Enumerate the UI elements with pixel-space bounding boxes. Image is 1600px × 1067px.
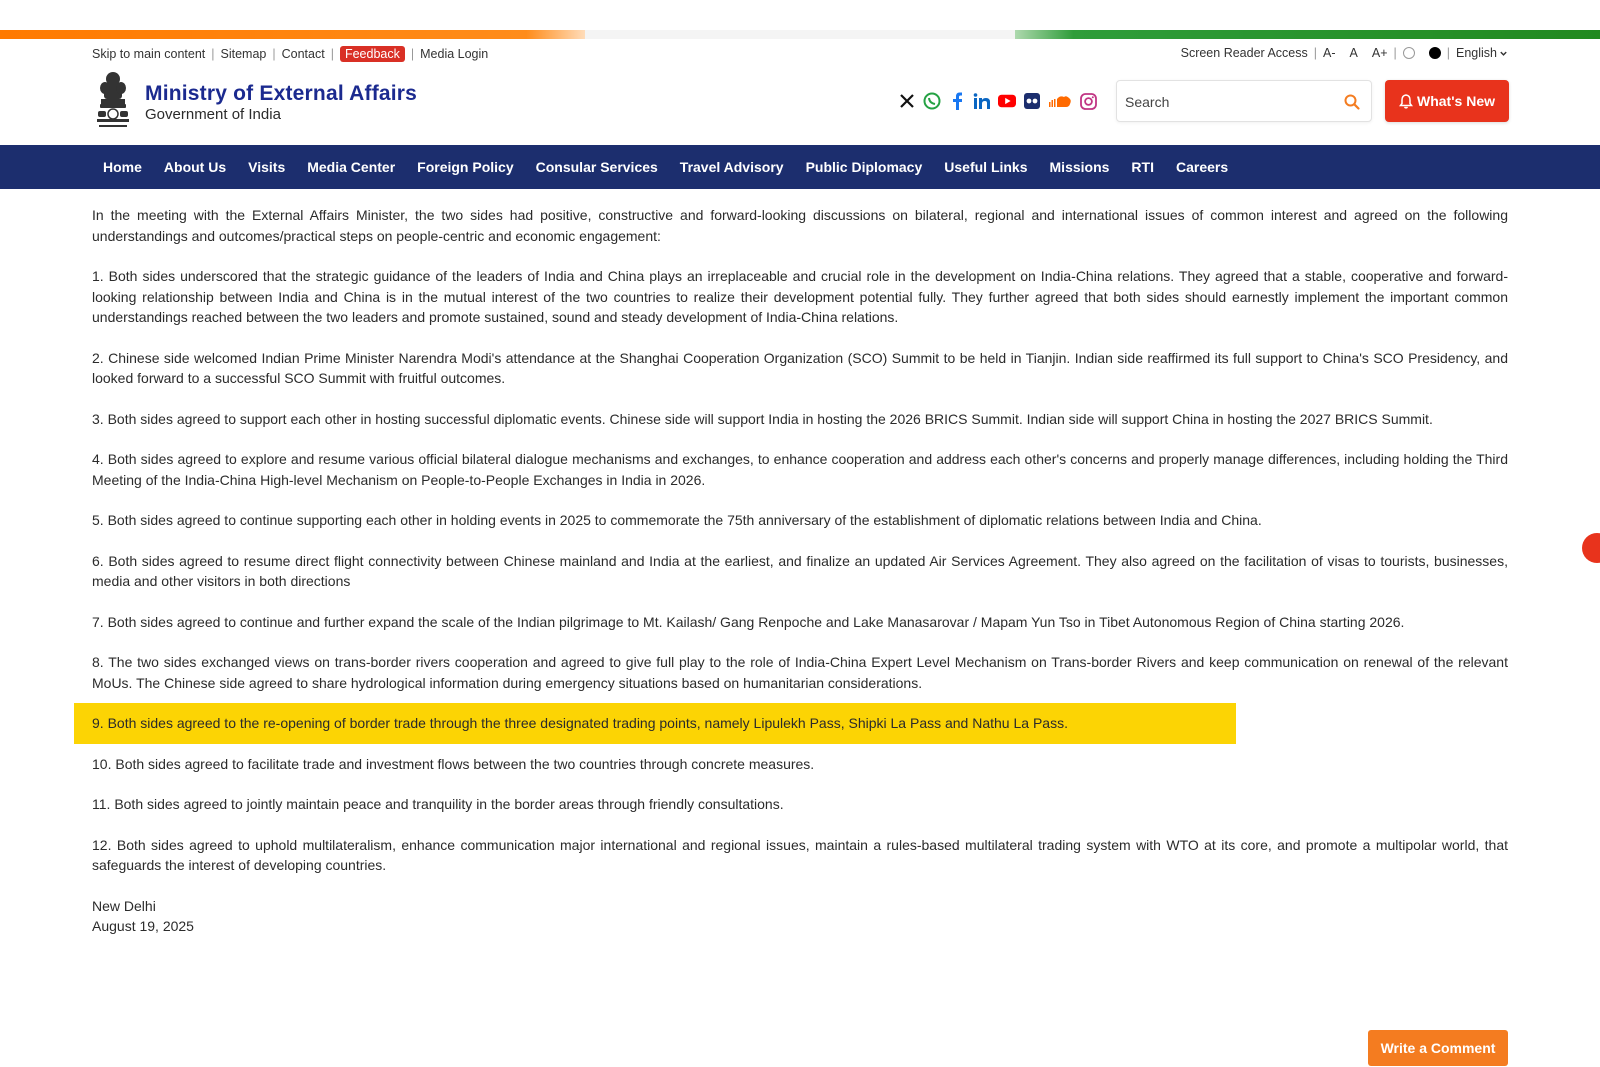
divider: | (272, 47, 276, 61)
nav-careers[interactable]: Careers (1175, 159, 1229, 175)
stripe-green (1015, 30, 1600, 39)
nav-missions[interactable]: Missions (1049, 159, 1110, 175)
point-9: 9. Both sides agreed to the re-opening of border trade through the three designated trading points, namely Lipulekh Pass, Shipki La Pass and Nathu La Pass. (92, 715, 1068, 731)
site-subtitle: Government of India (145, 106, 281, 123)
floating-action-button[interactable] (1582, 533, 1600, 563)
utility-bar (92, 46, 1508, 64)
nav-foreign-policy[interactable]: Foreign Policy (417, 159, 514, 175)
brand[interactable] (145, 82, 417, 123)
chevron-down-icon (1499, 49, 1508, 58)
font-decrease-button[interactable]: A- (1323, 46, 1336, 60)
social-links (898, 92, 1097, 110)
accessibility-controls (1181, 46, 1508, 60)
point-7: 7. Both sides agreed to continue and further expand the scale of the Indian pilgrimage to Mt. Kailash/ Gang Renpoche and Lake Manasarovar / Mapam Yun Tso in Tibet Autonomous Region of China starting 2026. (92, 613, 1405, 630)
search-box (1116, 80, 1372, 122)
intro-paragraph: In the meeting with the External Affairs Minister, the two sides had positive, constructive and forward-looking discussions on bilateral, regional and international issues of common interest and agreed on the following understandings and outcomes/practical steps on people-centric and economic engagement: (92, 207, 1508, 244)
search-input[interactable] (1125, 91, 1335, 113)
soundcloud-icon[interactable] (1048, 92, 1072, 110)
nav-travel-advisory[interactable]: Travel Advisory (679, 159, 784, 175)
nav-consular-services[interactable]: Consular Services (535, 159, 658, 175)
site-header (92, 70, 1508, 140)
skip-to-main-link[interactable]: Skip to main content (92, 47, 206, 61)
tricolor-stripe (0, 30, 1600, 39)
whats-new-button[interactable] (1385, 80, 1509, 122)
media-login-link[interactable]: Media Login (420, 47, 489, 61)
point-1: 1. Both sides underscored that the strategic guidance of the leaders of India and China plays an irreplaceable and crucial role in the development on India-China relations. They agreed that a stable, cooperative and forward-looking relationship between India and China is in the mutual interest of the two countries to realize their development potential fully. They further agreed that both sides should earnestly implement the important common understandings reached between the two leaders and promote sustained, sound and steady development of India-China relations. (92, 268, 1508, 325)
national-emblem-icon[interactable] (92, 70, 134, 134)
point-10: 10. Both sides agreed to facilitate trade and investment flows between the two countries through concrete measures. (92, 755, 815, 772)
nav-visits[interactable]: Visits (248, 159, 286, 175)
font-increase-button[interactable]: A+ (1371, 46, 1388, 60)
linkedin-icon[interactable] (973, 92, 991, 110)
highlighted-point-9 (92, 713, 1508, 734)
divider: | (1313, 46, 1318, 60)
point-4: 4. Both sides agreed to explore and resume various official bilateral dialogue mechanisms and exchanges, to enhance cooperation and address each other's concerns and properly manage differences, including holding the Third Meeting of the India-China High-level Mechanism on People-to-People Exchanges in India in 2026. (92, 451, 1508, 488)
site-title: Ministry of External Affairs (145, 82, 418, 105)
article-body (92, 205, 1508, 937)
light-theme-toggle[interactable] (1403, 47, 1415, 59)
screen-reader-link[interactable]: Screen Reader Access (1180, 46, 1308, 60)
flickr-icon[interactable] (1023, 92, 1041, 110)
point-6: 6. Both sides agreed to resume direct flight connectivity between Chinese mainland and India at the earliest, and finalize an updated Air Services Agreement. They also agreed on the facilitation of visas to tourists, businesses, media and other visitors in both directions (92, 552, 1508, 589)
nav-about-us[interactable]: About Us (163, 159, 227, 175)
nav-media-center[interactable]: Media Center (307, 159, 396, 175)
nav-home[interactable]: Home (103, 159, 142, 175)
whatsapp-icon[interactable] (923, 92, 941, 110)
stripe-saffron (0, 30, 585, 39)
write-comment-button[interactable]: Write a Comment (1368, 1030, 1508, 1066)
x-icon[interactable] (898, 92, 916, 110)
point-12: 12. Both sides agreed to uphold multilateralism, enhance communication major international and regional issues, maintain a rules-based multilateral trading system with WTO at its core, and promote a multipolar world, that safeguards the interest of developing countries. (92, 836, 1508, 873)
search-icon[interactable] (1343, 93, 1361, 111)
facebook-icon[interactable] (948, 92, 966, 110)
feedback-button[interactable]: Feedback (340, 46, 405, 62)
dateline-place: New Delhi (92, 897, 156, 914)
nav-useful-links[interactable]: Useful Links (944, 159, 1028, 175)
utility-links (92, 46, 488, 62)
instagram-icon[interactable] (1079, 92, 1097, 110)
dateline-date: August 19, 2025 (92, 918, 194, 934)
divider: | (211, 47, 215, 61)
dark-theme-toggle[interactable] (1429, 47, 1441, 59)
divider: | (1393, 46, 1397, 60)
point-8: 8. The two sides exchanged views on trans-border rivers cooperation and agreed to give full play to the role of India-China Expert Level Mechanism on Trans-border Rivers and keep communication on renewal of the relevant MoUs. The Chinese side agreed to share hydrological information during emergency situations based on humanitarian considerations. (92, 654, 1508, 691)
main-navigation (0, 145, 1600, 189)
language-label: English (1456, 46, 1497, 60)
divider: | (330, 47, 334, 61)
nav-public-diplomacy[interactable]: Public Diplomacy (805, 159, 923, 175)
youtube-icon[interactable] (998, 92, 1016, 110)
nav-rti[interactable]: RTI (1131, 159, 1154, 175)
whats-new-label: What's New (1416, 93, 1495, 109)
divider: | (1446, 46, 1450, 60)
language-select[interactable] (1456, 46, 1508, 60)
point-11: 11. Both sides agreed to jointly maintain peace and tranquility in the border areas through friendly consultations. (92, 796, 784, 812)
point-5: 5. Both sides agreed to continue supporting each other in holding events in 2025 to commemorate the 75th anniversary of the establishment of diplomatic relations between India and China. (92, 512, 1262, 528)
stripe-white (585, 30, 1015, 39)
bell-icon (1399, 94, 1413, 109)
point-2: 2. Chinese side welcomed Indian Prime Minister Narendra Modi's attendance at the Shanghai Cooperation Organization (SCO) Summit to be held in Tianjin. Indian side reaffirmed its full support to China's SCO Presidency, and looked forward to a successful SCO Summit with fruitful outcomes. (92, 349, 1508, 386)
point-3: 3. Both sides agreed to support each other in hosting successful diplomatic events. Chinese side will support India in hosting the 2026 BRICS Summit. Indian side will support China in hosting the 2027 BRICS Summit. (92, 410, 1433, 427)
sitemap-link[interactable]: Sitemap (220, 47, 267, 61)
contact-link[interactable]: Contact (281, 47, 325, 61)
font-normal-button[interactable]: A (1349, 46, 1358, 60)
divider: | (410, 47, 415, 61)
